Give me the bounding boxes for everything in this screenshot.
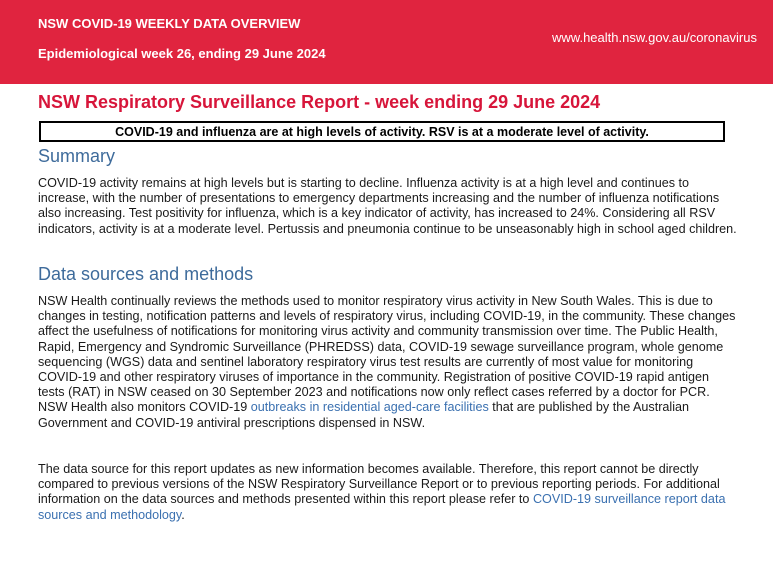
aged-care-outbreaks-link[interactable]: outbreaks in residential aged-care facilities [250,400,489,415]
coronavirus-site-link[interactable]: www.health.nsw.gov.au/coronavirus [552,30,757,45]
report-updates-tail: . [181,507,185,522]
header-banner [0,0,773,84]
summary-paragraph: COVID-19 activity remains at high levels but is starting to decline. Influenza activity is at a high level and continues to increase, with the number of presentations to emergency departments increasing and the number of influenza notifications also increasing. Test positivity for influenza, which is a key indicator of activity, has increased to 24%. Considering all RSV indicators, activity is at a moderate level. Pertussis and pneumonia continue to be unseasonably high in school aged children. [38,176,737,236]
report-updates-paragraph [38,462,738,523]
data-sources-paragraph [38,294,738,431]
data-sources-text: NSW Health continually reviews the methods used to monitor respiratory virus activity in New South Wales. This is due to changes in testing, notification patterns and levels of respiratory virus, including COVID-19, in the community. These changes affect the usefulness of notifications for monitoring virus activity and community transmission over time. The Public Health, Rapid, Emergency and Syndromic Surveillance (PHREDSS) data, COVID-19 sewage surveillance program, whole genome sequencing (WGS) data and sentinel laboratory respiratory virus test results are currently of most value for monitoring COVID-19 and other respiratory viruses of importance in the community. Registration of positive COVID-19 rapid antigen tests (RAT) in NSW ceased on 30 September 2023 and notifications now only reflect cases referred by a doctor for PCR. NSW Health also monitors COVID-19 [38,294,736,415]
summary-heading: Summary [38,146,116,166]
data-sources-text-tail: that are published by the Australian Government and COVID-19 antiviral prescriptions dispensed in NSW. [38,400,690,430]
methodology-link[interactable]: COVID-19 surveillance report data sources and methodology [38,492,726,522]
banner-title: NSW COVID-19 WEEKLY DATA OVERVIEW [38,16,301,31]
report-title: NSW Respiratory Surveillance Report - week ending 29 June 2024 [38,92,601,112]
activity-callout-box: COVID-19 and influenza are at high levels of activity. RSV is at a moderate level of activity. [39,121,725,142]
report-updates-text: The data source for this report updates as new information becomes available. Therefore, this report cannot be directly compared to previous versions of the NSW Respiratory Surveillance Report or to previous reporting periods. For additional information on the data sources and methods presented within this report please refer to [38,462,720,507]
banner-subtitle: Epidemiological week 26, ending 29 June 2024 [38,46,326,61]
data-sources-heading: Data sources and methods [38,264,254,284]
